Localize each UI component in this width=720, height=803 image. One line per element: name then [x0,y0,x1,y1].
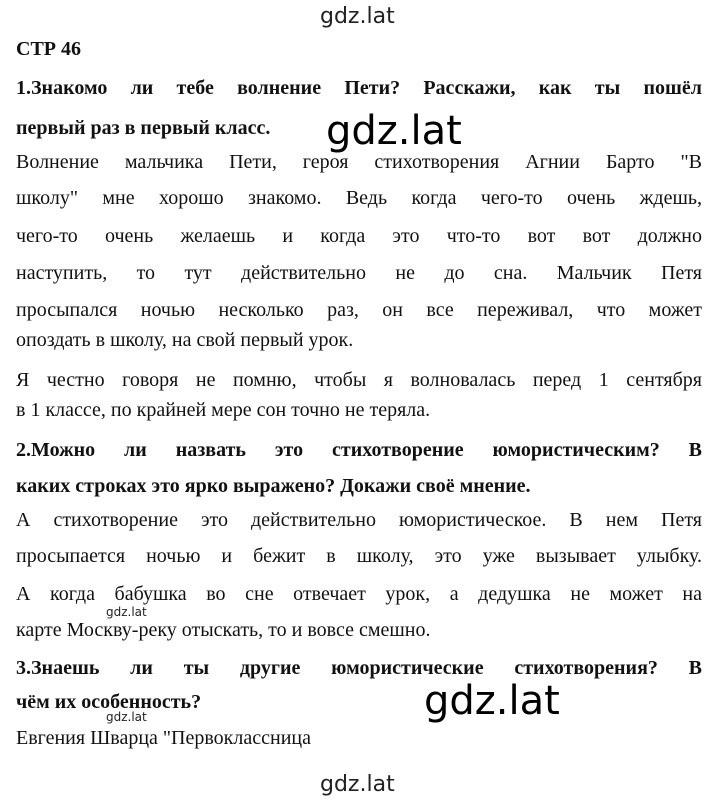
question-2-line-2: каких строках это ярко выражено? Докажи своё мнение. [16,475,531,497]
answer-1-line: школу" мне хорошо знакомо. Ведь когда чего-то очень ждешь, [16,187,702,209]
question-1-line-1: 1.Знакомо ли тебе волнение Пети? Расскажи, как ты пошёл [16,77,702,99]
page-heading: СТР 46 [16,38,81,60]
answer-1-line: просыпался ночью несколько раз, он все переживал, что может [16,299,702,321]
answer-3-line: Евгения Шварца "Первоклассница [16,727,311,749]
answer-1-line: наступить, то тут действительно не до сна. Мальчик Петя [16,262,702,284]
question-3-line-2: чём их особенность? [16,691,202,713]
question-3-line-1: 3.Знаешь ли ты другие юмористические стихотворения? В [16,657,702,679]
question-2-line-1: 2.Можно ли назвать это стихотворение юмористическим? В [16,439,702,461]
watermark-small: gdz.lat [106,605,147,619]
watermark-top: gdz.lat [320,4,395,29]
watermark-bottom: gdz.lat [320,772,395,797]
answer-2-line: карте Москву-реку отыскать, то и вовсе смешно. [16,619,431,641]
answer-2-line: просыпается ночью и бежит в школу, это уже вызывает улыбку. [16,545,702,567]
answer-1-line: чего-то очень желаешь и когда это что-то вот вот должно [16,225,702,247]
watermark-large: gdz.lat [326,108,462,154]
watermark-small: gdz.lat [106,710,147,724]
answer-1-line: опоздать в школу, на свой первый урок. [16,329,354,351]
watermark-large: gdz.lat [424,678,560,724]
answer-2-line: А стихотворение это действительно юмористическое. В нем Петя [16,509,702,531]
answer-1-line: в 1 классе, по крайней мере сон точно не теряла. [16,399,431,421]
answer-1-line: Волнение мальчика Пети, героя стихотворения Агнии Барто "В [16,151,702,173]
answer-2-line: А когда бабушка во сне отвечает урок, а дедушка не может на [16,583,702,605]
question-1-line-2: первый раз в первый класс. [16,117,271,139]
answer-1-line: Я честно говоря не помню, чтобы я волновалась перед 1 сентября [16,369,702,391]
